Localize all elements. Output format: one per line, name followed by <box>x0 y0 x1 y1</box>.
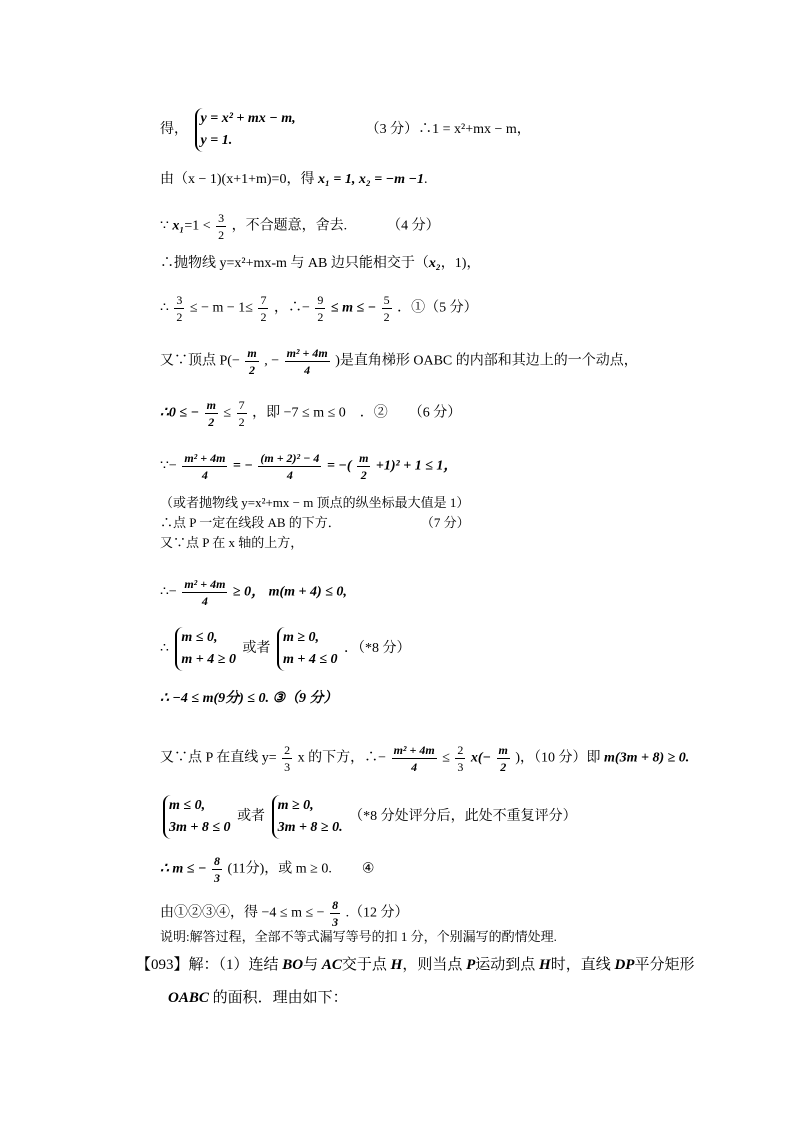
math-expression: ∴0 ≤ − <box>160 405 200 421</box>
math-expression: x₂ <box>428 256 441 271</box>
solution-line-14 <box>160 690 338 708</box>
math-expression: ∴ m ≤ − <box>160 861 207 877</box>
text: 或者 <box>242 641 271 657</box>
fraction: $\frac{m}{2}$ <box>247 346 257 377</box>
solution-line-13 <box>160 627 411 671</box>
solution-line-6 <box>160 345 638 378</box>
problem-093-line-2 <box>168 989 348 1007</box>
text: ，即 −7 ≤ m ≤ 0 ．② （6 分） <box>252 405 462 421</box>
solution-line-7 <box>160 397 461 430</box>
text: ≤ <box>442 750 450 766</box>
inequality-system: m ≥ 0, m + 4 ≤ 0 <box>277 627 338 671</box>
text: ∴抛物线 y=x²+mx-m 与 AB 边只能相交于（ <box>160 256 429 271</box>
solution-line-12 <box>160 576 347 609</box>
text: 得， <box>160 122 188 138</box>
fraction: $\frac{\text{m² + 4m}}{4}$ <box>184 451 226 482</box>
fraction: $\frac{3}{2}$ <box>176 293 183 324</box>
inequality-system: m ≥ 0, 3m + 8 ≥ 0. <box>272 795 343 839</box>
text: (11分)，或 m ≥ 0. <box>227 861 332 877</box>
text: ，1)， <box>440 256 481 271</box>
text: , − <box>264 353 280 369</box>
solution-line-4 <box>160 255 480 273</box>
solution-line-16 <box>160 795 577 839</box>
text: ，∴− <box>273 300 310 316</box>
fraction: $\frac{9}{2}$ <box>317 293 324 324</box>
text: ∴ <box>160 641 169 657</box>
fraction: $\frac{5}{2}$ <box>383 293 390 324</box>
fraction: $\frac{m}{2}$ <box>206 398 216 429</box>
solution-line-2 <box>160 171 428 189</box>
math-expression: = −( <box>326 458 352 474</box>
text: ∴ <box>160 300 169 316</box>
solution-line-11: 又∵点 P 在 x 轴的上方， <box>160 535 304 550</box>
fraction: $\frac{2}{3}$ <box>284 743 291 774</box>
math-expression: ∴ −4 ≤ m(9分) ≤ 0. ③（9 分） <box>160 691 338 706</box>
solution-note: 说明:解答过程，全部不等式漏写等号的扣 1 分，个别漏写的酌情处理. <box>160 929 557 944</box>
text: （3 分）∴1 = x²+mx − m， <box>365 122 531 138</box>
text: ∴− <box>160 584 177 600</box>
fraction: $\frac{\text{m² + 4m}}{4}$ <box>393 743 435 774</box>
text: 由（x − 1)(x+1+m)=0，得 <box>160 172 318 187</box>
text: ．①（5 分） <box>397 300 478 316</box>
text: ≤ − m − 1≤ <box>189 300 253 316</box>
fraction: $\frac{8}{3}$ <box>213 854 220 885</box>
inequality-system: m ≤ 0, m + 4 ≥ 0 <box>175 627 236 671</box>
math-expression: m(3m + 8) ≥ 0. <box>604 750 690 766</box>
solution-line-1 <box>160 108 531 152</box>
problem-093-start: 【093】解：（1）连结 BO与 AC交于点 H，则当点 P运动到点 H时，直线 DP平分矩形 <box>136 957 695 973</box>
fraction: $\frac{m}{2}$ <box>498 743 508 774</box>
solution-line-18 <box>160 897 409 930</box>
solution-line-17 <box>160 853 374 886</box>
equation: y = x² + mx − m, <box>200 111 296 126</box>
solution-line-8 <box>160 450 457 483</box>
text: 【093】解：（1）连结 <box>136 957 283 973</box>
text: )，（10 分）即 <box>515 750 605 766</box>
score-note: （7 分） <box>420 515 470 530</box>
fraction: $\frac{\text{m² + 4m}}{4}$ <box>286 346 328 377</box>
text: ④ <box>361 861 375 877</box>
text: 又∵顶点 P(− <box>160 353 240 369</box>
text: .（12 分） <box>345 905 409 921</box>
fraction: $\frac{7}{2}$ <box>238 398 245 429</box>
solution-line-5 <box>160 292 478 325</box>
equation-system <box>195 108 296 152</box>
text: 又∵点 P 在直线 y= <box>160 750 277 766</box>
text: )是直角梯形 OABC 的内部和其边上的一个动点， <box>335 353 638 369</box>
math-expression: ≥ 0， <box>232 584 266 600</box>
text: . <box>424 172 428 187</box>
fraction: $\frac{\text{m² + 4m}}{4}$ <box>184 577 226 608</box>
math-expression: OABC <box>168 990 209 1006</box>
text: x 的下方，∴− <box>297 750 387 766</box>
text: ∵ <box>160 218 173 234</box>
text: ∵− <box>160 458 177 474</box>
math-expression: m(m + 4) ≤ 0, <box>268 584 347 600</box>
math-expression: x(− <box>470 750 492 766</box>
math-expression: x₁ <box>172 218 185 234</box>
math-expression: +1)² + 1 ≤ 1， <box>375 458 458 474</box>
text: 的面积．理由如下： <box>208 990 348 1006</box>
fraction: $\frac{7}{2}$ <box>260 293 267 324</box>
text: ≤ <box>223 405 232 421</box>
inequality-system: m ≤ 0, 3m + 8 ≤ 0 <box>163 795 231 839</box>
math-expression: ≤ m ≤ − <box>330 300 377 316</box>
solution-line-15 <box>160 742 689 775</box>
text: 由①②③④，得 −4 ≤ m ≤ − <box>160 905 325 921</box>
score-note: （4 分） <box>387 218 440 234</box>
text: ．（*8 分） <box>344 641 411 657</box>
equation: y = 1. <box>200 133 233 148</box>
fraction: $\frac{3}{2}$ <box>218 211 225 242</box>
text: =1 < <box>184 218 215 234</box>
math-expression: x₁ = 1, x₂ = −m −1 <box>317 172 425 187</box>
score-note: （*8 分处评分后，此处不重复评分） <box>349 809 577 825</box>
fraction: $\frac{8}{3}$ <box>332 898 339 929</box>
text: ∴点 P 一定在线段 AB 的下方． <box>160 515 341 530</box>
fraction: $\frac{m}{2}$ <box>359 451 369 482</box>
math-expression: = − <box>232 458 253 474</box>
text: ，不合题意，舍去. <box>231 218 348 234</box>
solution-line-10 <box>160 514 470 532</box>
solution-line-3 <box>160 210 440 243</box>
fraction: $\frac{2}{3}$ <box>457 743 464 774</box>
solution-line-9: （或者抛物线 y=x²+mx − m 顶点的纵坐标最大值是 1） <box>160 495 470 510</box>
fraction: $\frac{\text{(m + 2)² − 4}}{4}$ <box>260 451 320 482</box>
text: 或者 <box>237 809 266 825</box>
